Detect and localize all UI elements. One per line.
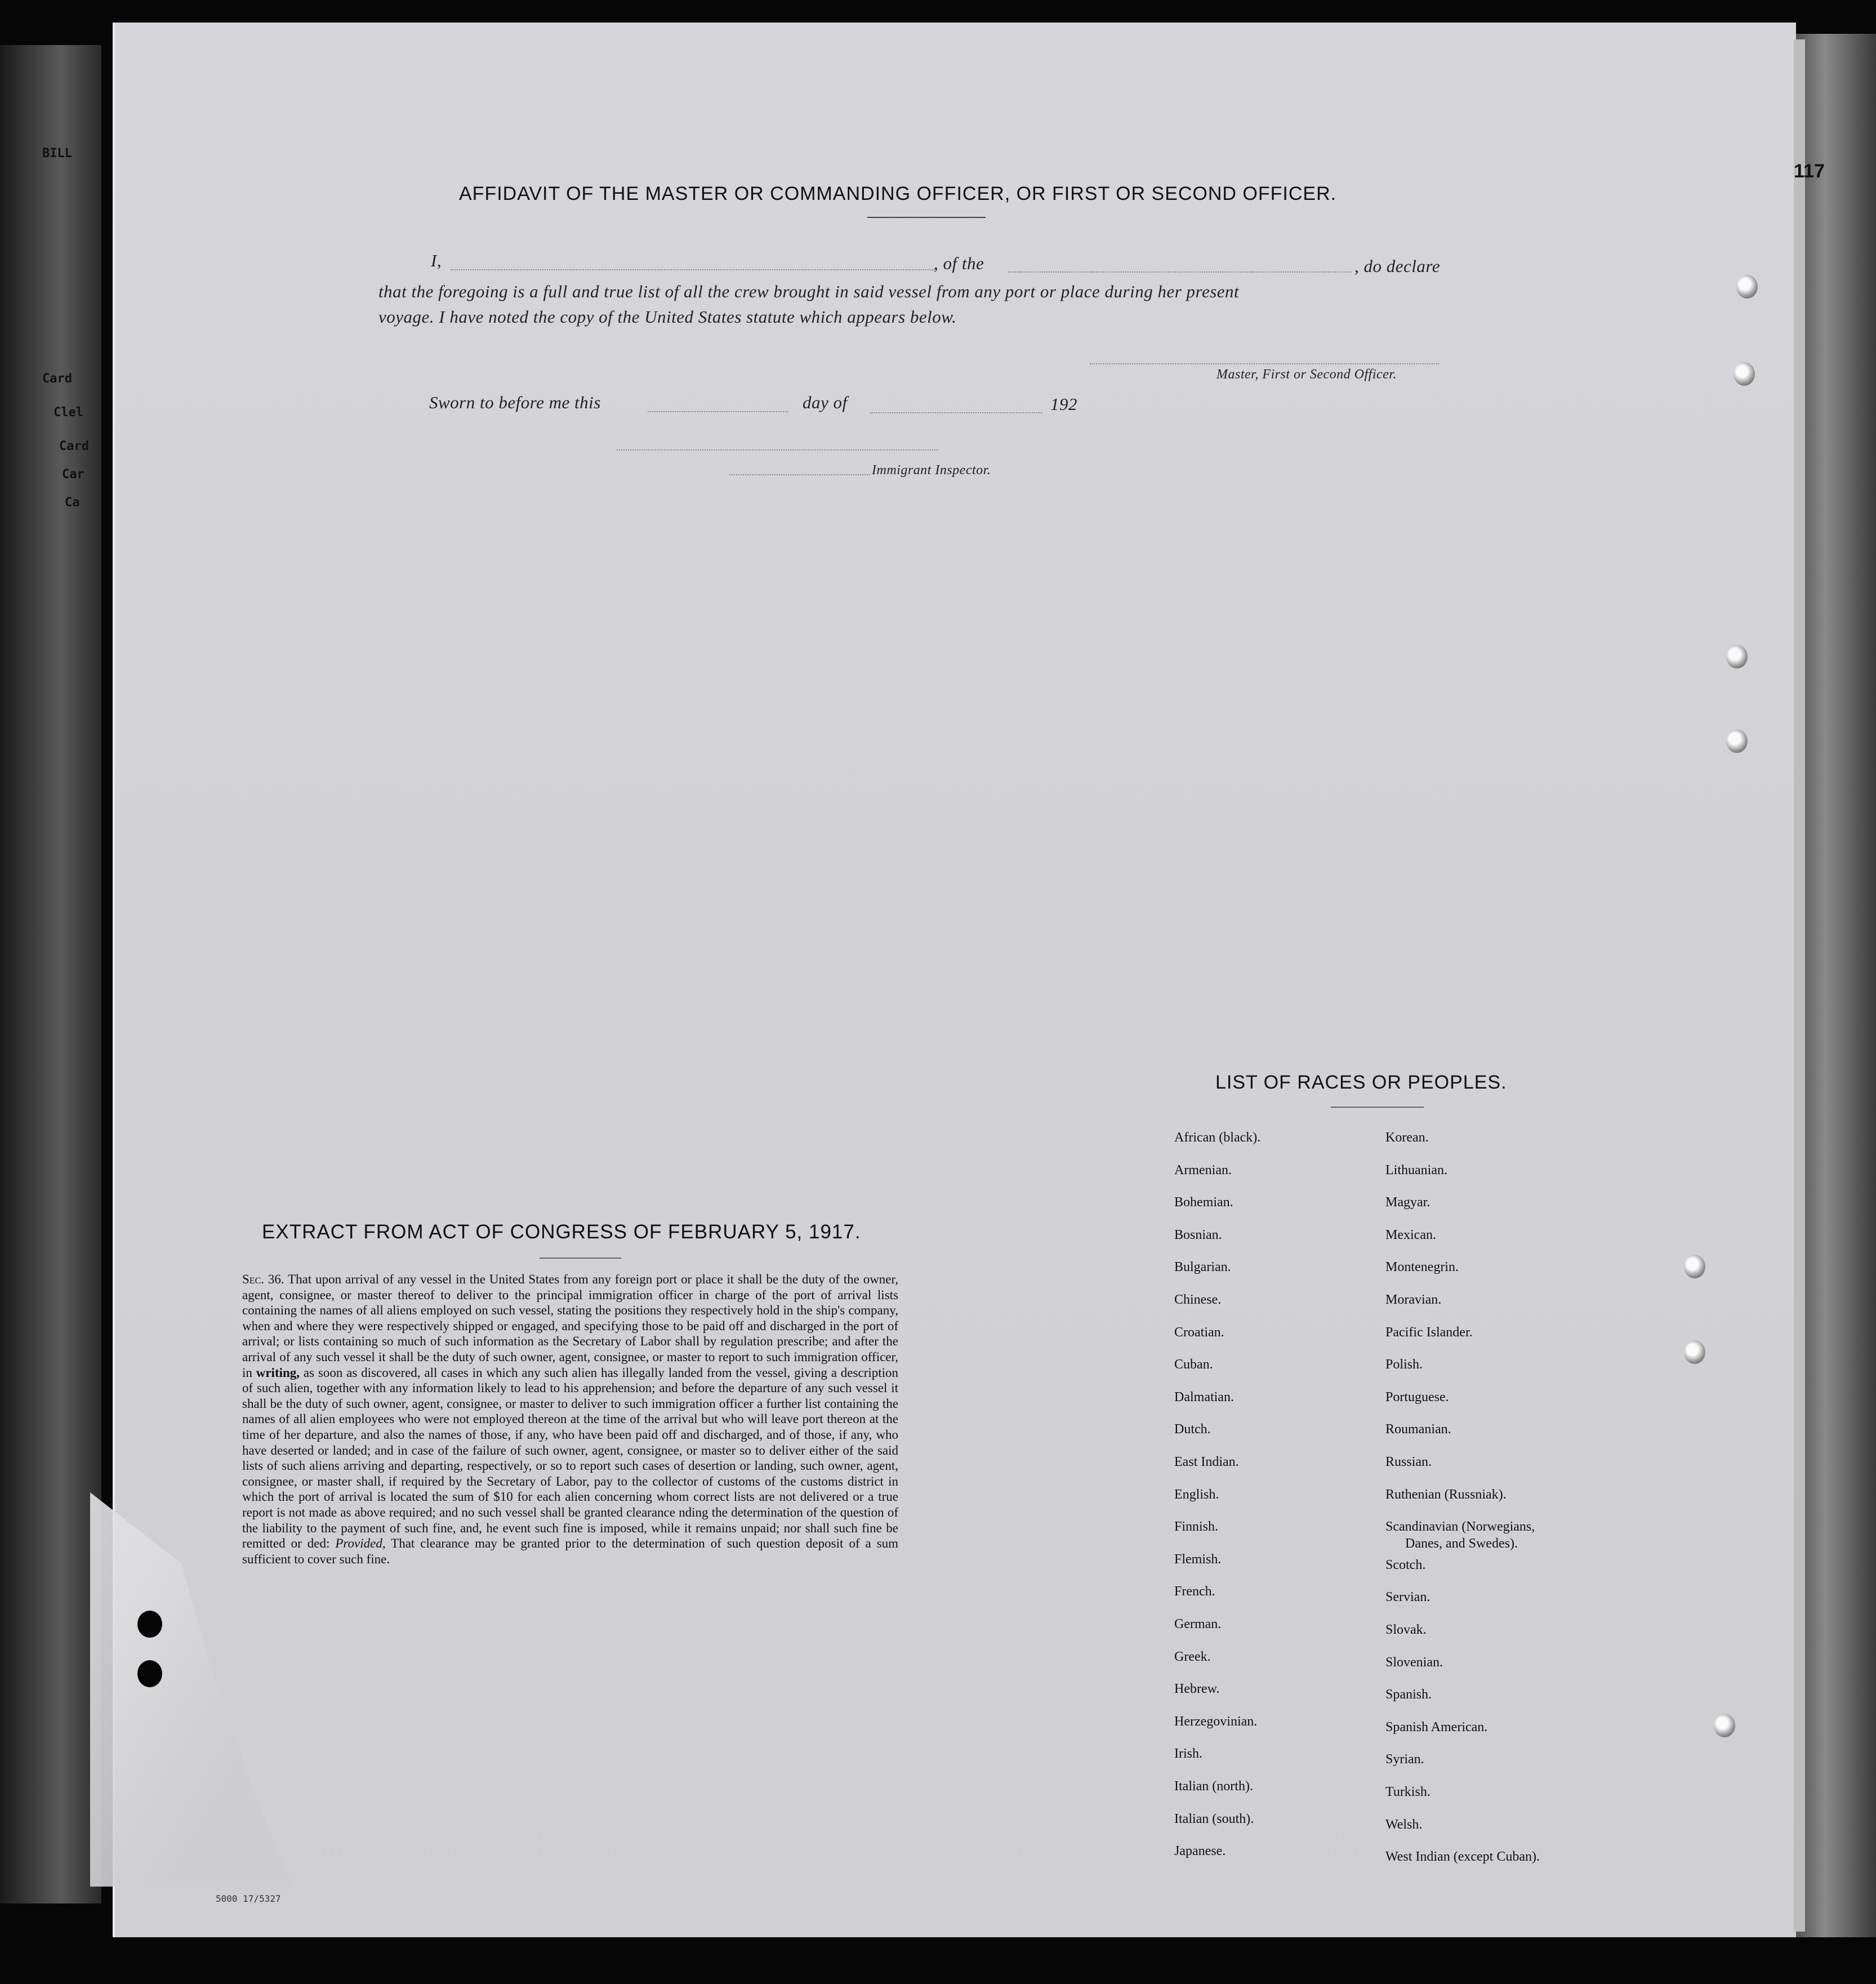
affidavit-line-3: voyage. I have noted the copy of the United States statute which appears below. [378, 307, 957, 327]
race-item: Moravian. [1385, 1292, 1442, 1307]
signature-blank [1090, 363, 1439, 364]
race-item: German. [1174, 1617, 1222, 1631]
binder-hole [1714, 1714, 1735, 1737]
margin-page-number: 117 [1794, 160, 1825, 182]
day-of-label: day of [803, 393, 848, 412]
race-item: African (black). [1174, 1130, 1261, 1145]
affidavit-line-2: that the foregoing is a full and true list of all the crew brought in said vessel from any port or place during her present [378, 282, 1240, 301]
race-item: Welsh. [1385, 1817, 1423, 1832]
binder-hole [1734, 362, 1755, 386]
race-item: English. [1174, 1487, 1219, 1502]
race-item: Cuban. [1174, 1357, 1213, 1372]
race-item: East Indian. [1174, 1455, 1239, 1469]
punch-hole-dot [137, 1660, 162, 1687]
race-item: Chinese. [1174, 1292, 1222, 1307]
race-item: Herzegovinian. [1174, 1714, 1258, 1729]
race-item: Magyar. [1385, 1195, 1431, 1210]
race-item: Scandinavian (Norwegians, [1385, 1519, 1535, 1535]
inspector-caption: Immigrant Inspector. [872, 463, 991, 478]
form-number: 5000 17/5327 [216, 1893, 281, 1904]
month-blank [870, 412, 1042, 413]
extract-title-rule [540, 1258, 621, 1259]
race-item: Italian (south). [1174, 1811, 1254, 1826]
race-item: Bulgarian. [1174, 1260, 1231, 1275]
race-item: Finnish. [1174, 1519, 1219, 1535]
race-item: Japanese. [1174, 1844, 1226, 1859]
race-item: Greek. [1174, 1649, 1211, 1664]
binder-hole [1684, 1255, 1705, 1278]
edge-label: Card [42, 372, 72, 386]
section-text-part-1: That upon arrival of any vessel in the United States from any foreign port or place it shall be the duty of the owner, agent, consignee, or master thereof to deliver to the principal immigration officer in charge of the port of arrival lists containing the names of all aliens employed on such vessel, stating the positions they respectively hold in the ship's company, when and where they were respectively shipped or engaged, and specifying those to be paid off and discharged in the port of arrival; or lists containing so much of such information as the Secretary of Labor shall by regulation prescribe; and after the arrival of any such vessel it shall be the duty of such owner, agent, consignee, or master to report to such immigration officer, in [242, 1272, 898, 1380]
section-text-part-4: That clearance may be granted prior to the determination of such question deposit of a sum sufficient to cover such fine. [242, 1536, 899, 1566]
title-rule [867, 217, 986, 218]
edge-label: Car [62, 467, 84, 481]
inspector-blank [729, 474, 870, 475]
affidavit-of-the-label: , of the [934, 253, 984, 273]
race-item: Spanish American. [1385, 1719, 1488, 1735]
binder-hole [1736, 275, 1758, 298]
race-item: Polish. [1385, 1357, 1423, 1372]
race-item: Roumanian. [1385, 1422, 1451, 1437]
section-36-text [242, 1272, 898, 1567]
section-text-part-2: as soon as discovered, all cases in which any such alien has illegally landed from the vessel, giving a description of such alien, together with any information likely to lead to his apprehension; and before the departure of any such vessel it shall be the duty of such owner, agent, consignee, or master to deliver to such immigration officer a further list containing the names of all alien employees who were not employed thereon at the time of the arrival but who will leave port thereon at the time of her departure, and also the names of those, if any, who have been paid off and discharged, and of those, if any, who have deserted or landed; and in case of the failure of such owner, agent, consignee, or master so to deliver either of the said lists of such aliens arriving and departing, respectively, or so to report such cases of desertion or landing, such owner, agent, consignee, or master shall, if required by the Secretary of Labor, pay to the collector of customs of the customs district in which the port of arrival is located the sum of $10 for each alien concerning whom correct lists are not delivered or a true report is not made as above required; and no such vessel shall be granted clearance [242, 1365, 899, 1519]
section-writing-word: writing, [256, 1365, 300, 1380]
race-item: Spanish. [1385, 1687, 1432, 1702]
edge-label: Ca [65, 496, 80, 510]
section-label: Sec. 36. [242, 1272, 284, 1286]
race-item: Slovak. [1385, 1622, 1427, 1637]
race-item: Irish. [1174, 1746, 1202, 1762]
page-right-margin [1794, 39, 1805, 1932]
race-item: Ruthenian (Russniak). [1385, 1487, 1507, 1502]
race-item: Hebrew. [1174, 1682, 1220, 1697]
binder-hole [1726, 729, 1748, 753]
race-item: Pacific Islander. [1385, 1325, 1473, 1340]
underlying-page-edge [0, 45, 101, 1903]
binder-hole [1684, 1340, 1705, 1364]
race-item: Danes, and Swedes). [1405, 1536, 1518, 1551]
race-item: Russian. [1385, 1455, 1432, 1469]
race-item: Bohemian. [1174, 1195, 1233, 1210]
race-item: Korean. [1385, 1130, 1429, 1145]
race-item: Turkish. [1385, 1785, 1431, 1799]
race-item: Montenegrin. [1385, 1260, 1459, 1275]
race-item: Mexican. [1385, 1227, 1436, 1242]
day-blank [648, 411, 788, 412]
race-item: Flemish. [1174, 1551, 1222, 1567]
affidavit-do-declare-label: , do declare [1354, 256, 1441, 276]
races-title-rule [1331, 1107, 1424, 1108]
name-blank [451, 269, 935, 270]
race-item: Portuguese. [1385, 1389, 1449, 1405]
inspector-blank-upper [617, 449, 938, 451]
race-item: Armenian. [1174, 1162, 1232, 1178]
affidavit-i-label: I, [431, 251, 442, 270]
section-provided-word: Provided, [335, 1536, 386, 1551]
edge-label: Card [59, 439, 89, 453]
vessel-blank [1008, 271, 1352, 273]
binder-hole [1726, 645, 1748, 668]
race-item: Lithuanian. [1385, 1162, 1447, 1178]
extract-title: EXTRACT FROM ACT OF CONGRESS OF FEBRUARY 5, 1917. [262, 1221, 861, 1243]
signature-caption: Master, First or Second Officer. [1216, 367, 1397, 382]
affidavit-title: AFFIDAVIT OF THE MASTER OR COMMANDING OFFICER, OR FIRST OR SECOND OFFICER. [459, 183, 1337, 204]
race-item: French. [1174, 1584, 1215, 1599]
race-item: Servian. [1385, 1590, 1431, 1605]
race-item: West Indian (except Cuban). [1385, 1849, 1540, 1865]
edge-label: BILL [42, 146, 72, 160]
sworn-label: Sworn to before me this [429, 393, 601, 412]
year-label: 192 [1050, 394, 1077, 414]
punch-hole-dot [137, 1611, 162, 1638]
race-item: Scotch. [1385, 1557, 1426, 1572]
race-item: Dutch. [1174, 1422, 1211, 1437]
edge-label: Clel [54, 405, 83, 420]
races-title: LIST OF RACES OR PEOPLES. [1215, 1072, 1507, 1093]
race-item: Slovenian. [1385, 1655, 1443, 1670]
race-item: Bosnian. [1174, 1227, 1222, 1242]
race-item: Dalmatian. [1174, 1389, 1234, 1405]
section-text-part-3: nding the determination of the question of the liability to the payment of such fine, and, he event such fine is imposed, while it remains unpaid; nor shall such fine be remitted or ded: [242, 1505, 898, 1551]
race-item: Croatian. [1174, 1325, 1224, 1340]
race-item: Italian (north). [1174, 1779, 1253, 1794]
race-item: Syrian. [1385, 1752, 1424, 1767]
